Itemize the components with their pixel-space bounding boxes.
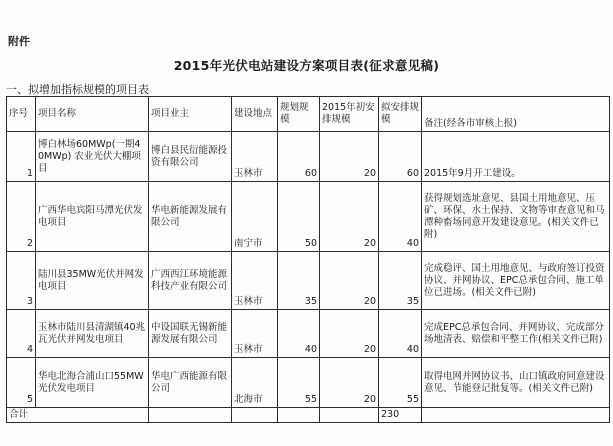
table-total-row: [7, 408, 610, 423]
cell-proposed: 55: [379, 358, 422, 408]
section-heading: 一、拟增加指标规模的项目表: [6, 83, 149, 96]
total-proposed: 230: [379, 408, 422, 423]
cell-proposed: 60: [379, 132, 422, 182]
cell-proposed: 40: [379, 310, 422, 358]
cell-index: 1: [7, 132, 36, 182]
cell-owner: 华电新能源发展有限公司: [149, 182, 232, 252]
cell-plan: 50: [278, 182, 320, 252]
cell-name: 博白林场60MWp(一期40MWp) 农业光伏大棚项目: [36, 132, 149, 182]
header-proposed: 拟安排规模: [379, 97, 422, 132]
header-initial: 2015年初安排规模: [320, 97, 379, 132]
cell-plan: 35: [278, 252, 320, 310]
total-empty-remarks: [422, 408, 610, 423]
total-label: 合计: [7, 408, 149, 423]
project-table: [6, 96, 610, 423]
cell-index: 5: [7, 358, 36, 408]
table-header-row: [7, 97, 610, 132]
header-plan: 规划规模: [278, 97, 320, 132]
cell-plan: 55: [278, 358, 320, 408]
cell-owner: 华电广西能源有限公司: [149, 358, 232, 408]
header-location: 建设地点: [232, 97, 278, 132]
table-row: [7, 132, 610, 182]
total-empty-location: [232, 408, 278, 423]
cell-remarks: 取得电网并网协议书、山口镇政府同意建设意见、节能登记批复等。(相关文件已附): [422, 358, 610, 408]
cell-plan: 40: [278, 310, 320, 358]
table-row: [7, 252, 610, 310]
cell-initial: 20: [320, 310, 379, 358]
table-row: [7, 310, 610, 358]
document-title: 2015年光伏电站建设方案项目表(征求意见稿): [173, 58, 440, 73]
cell-index: 4: [7, 310, 36, 358]
cell-plan: 60: [278, 132, 320, 182]
header-name: 项目名称: [36, 97, 149, 132]
header-owner: 项目业主: [149, 97, 232, 132]
cell-location: 南宁市: [232, 182, 278, 252]
cell-proposed: 40: [379, 182, 422, 252]
cell-initial: 20: [320, 182, 379, 252]
total-empty-owner: [149, 408, 232, 423]
cell-index: 2: [7, 182, 36, 252]
cell-remarks: 完成EPC总承包合同、并网协议、完成部分场地清表、赔偿和平整工作(相关文件已附): [422, 310, 610, 358]
cell-remarks: 完成稳评、国土用地意见、与政府签订投资协议、并网协议、EPC总承包合同、施工单位已进场。(相关文件已附): [422, 252, 610, 310]
cell-initial: 20: [320, 358, 379, 408]
total-empty-plan: [278, 408, 320, 423]
cell-proposed: 35: [379, 252, 422, 310]
cell-initial: 20: [320, 132, 379, 182]
cell-owner: 中设国联无锡新能源发展有限公司: [149, 310, 232, 358]
cell-location: 玉林市: [232, 310, 278, 358]
cell-initial: 20: [320, 252, 379, 310]
table-row: [7, 358, 610, 408]
cell-location: 玉林市: [232, 252, 278, 310]
header-index: 序号: [7, 97, 36, 132]
cell-owner: 博白县民衍能源投资有限公司: [149, 132, 232, 182]
cell-name: 华电北海合浦山口55MW光伏发电项目: [36, 358, 149, 408]
cell-owner: 广西西江环境能源科技产业有限公司: [149, 252, 232, 310]
table-row: [7, 182, 610, 252]
cell-name: 广西华电宾阳马潭光伏发电项目: [36, 182, 149, 252]
cell-name: 玉林市陆川县清湖镇40兆瓦光伏并网发电项目: [36, 310, 149, 358]
attachment-label: 附件: [8, 35, 30, 48]
cell-name: 陆川县35MW光伏并网发电项目: [36, 252, 149, 310]
cell-location: 北海市: [232, 358, 278, 408]
cell-remarks: 获得规划选址意见、县国土用地意见、压矿、环保、水土保持、文物等审查意见和马潭种畜场同意开发建设意见。(相关文件已附): [422, 182, 610, 252]
total-empty-initial: [320, 408, 379, 423]
cell-remarks: 2015年9月开工建设。: [422, 132, 610, 182]
header-remarks: 备注(经各市审核上报): [422, 97, 610, 132]
cell-location: 玉林市: [232, 132, 278, 182]
cell-index: 3: [7, 252, 36, 310]
